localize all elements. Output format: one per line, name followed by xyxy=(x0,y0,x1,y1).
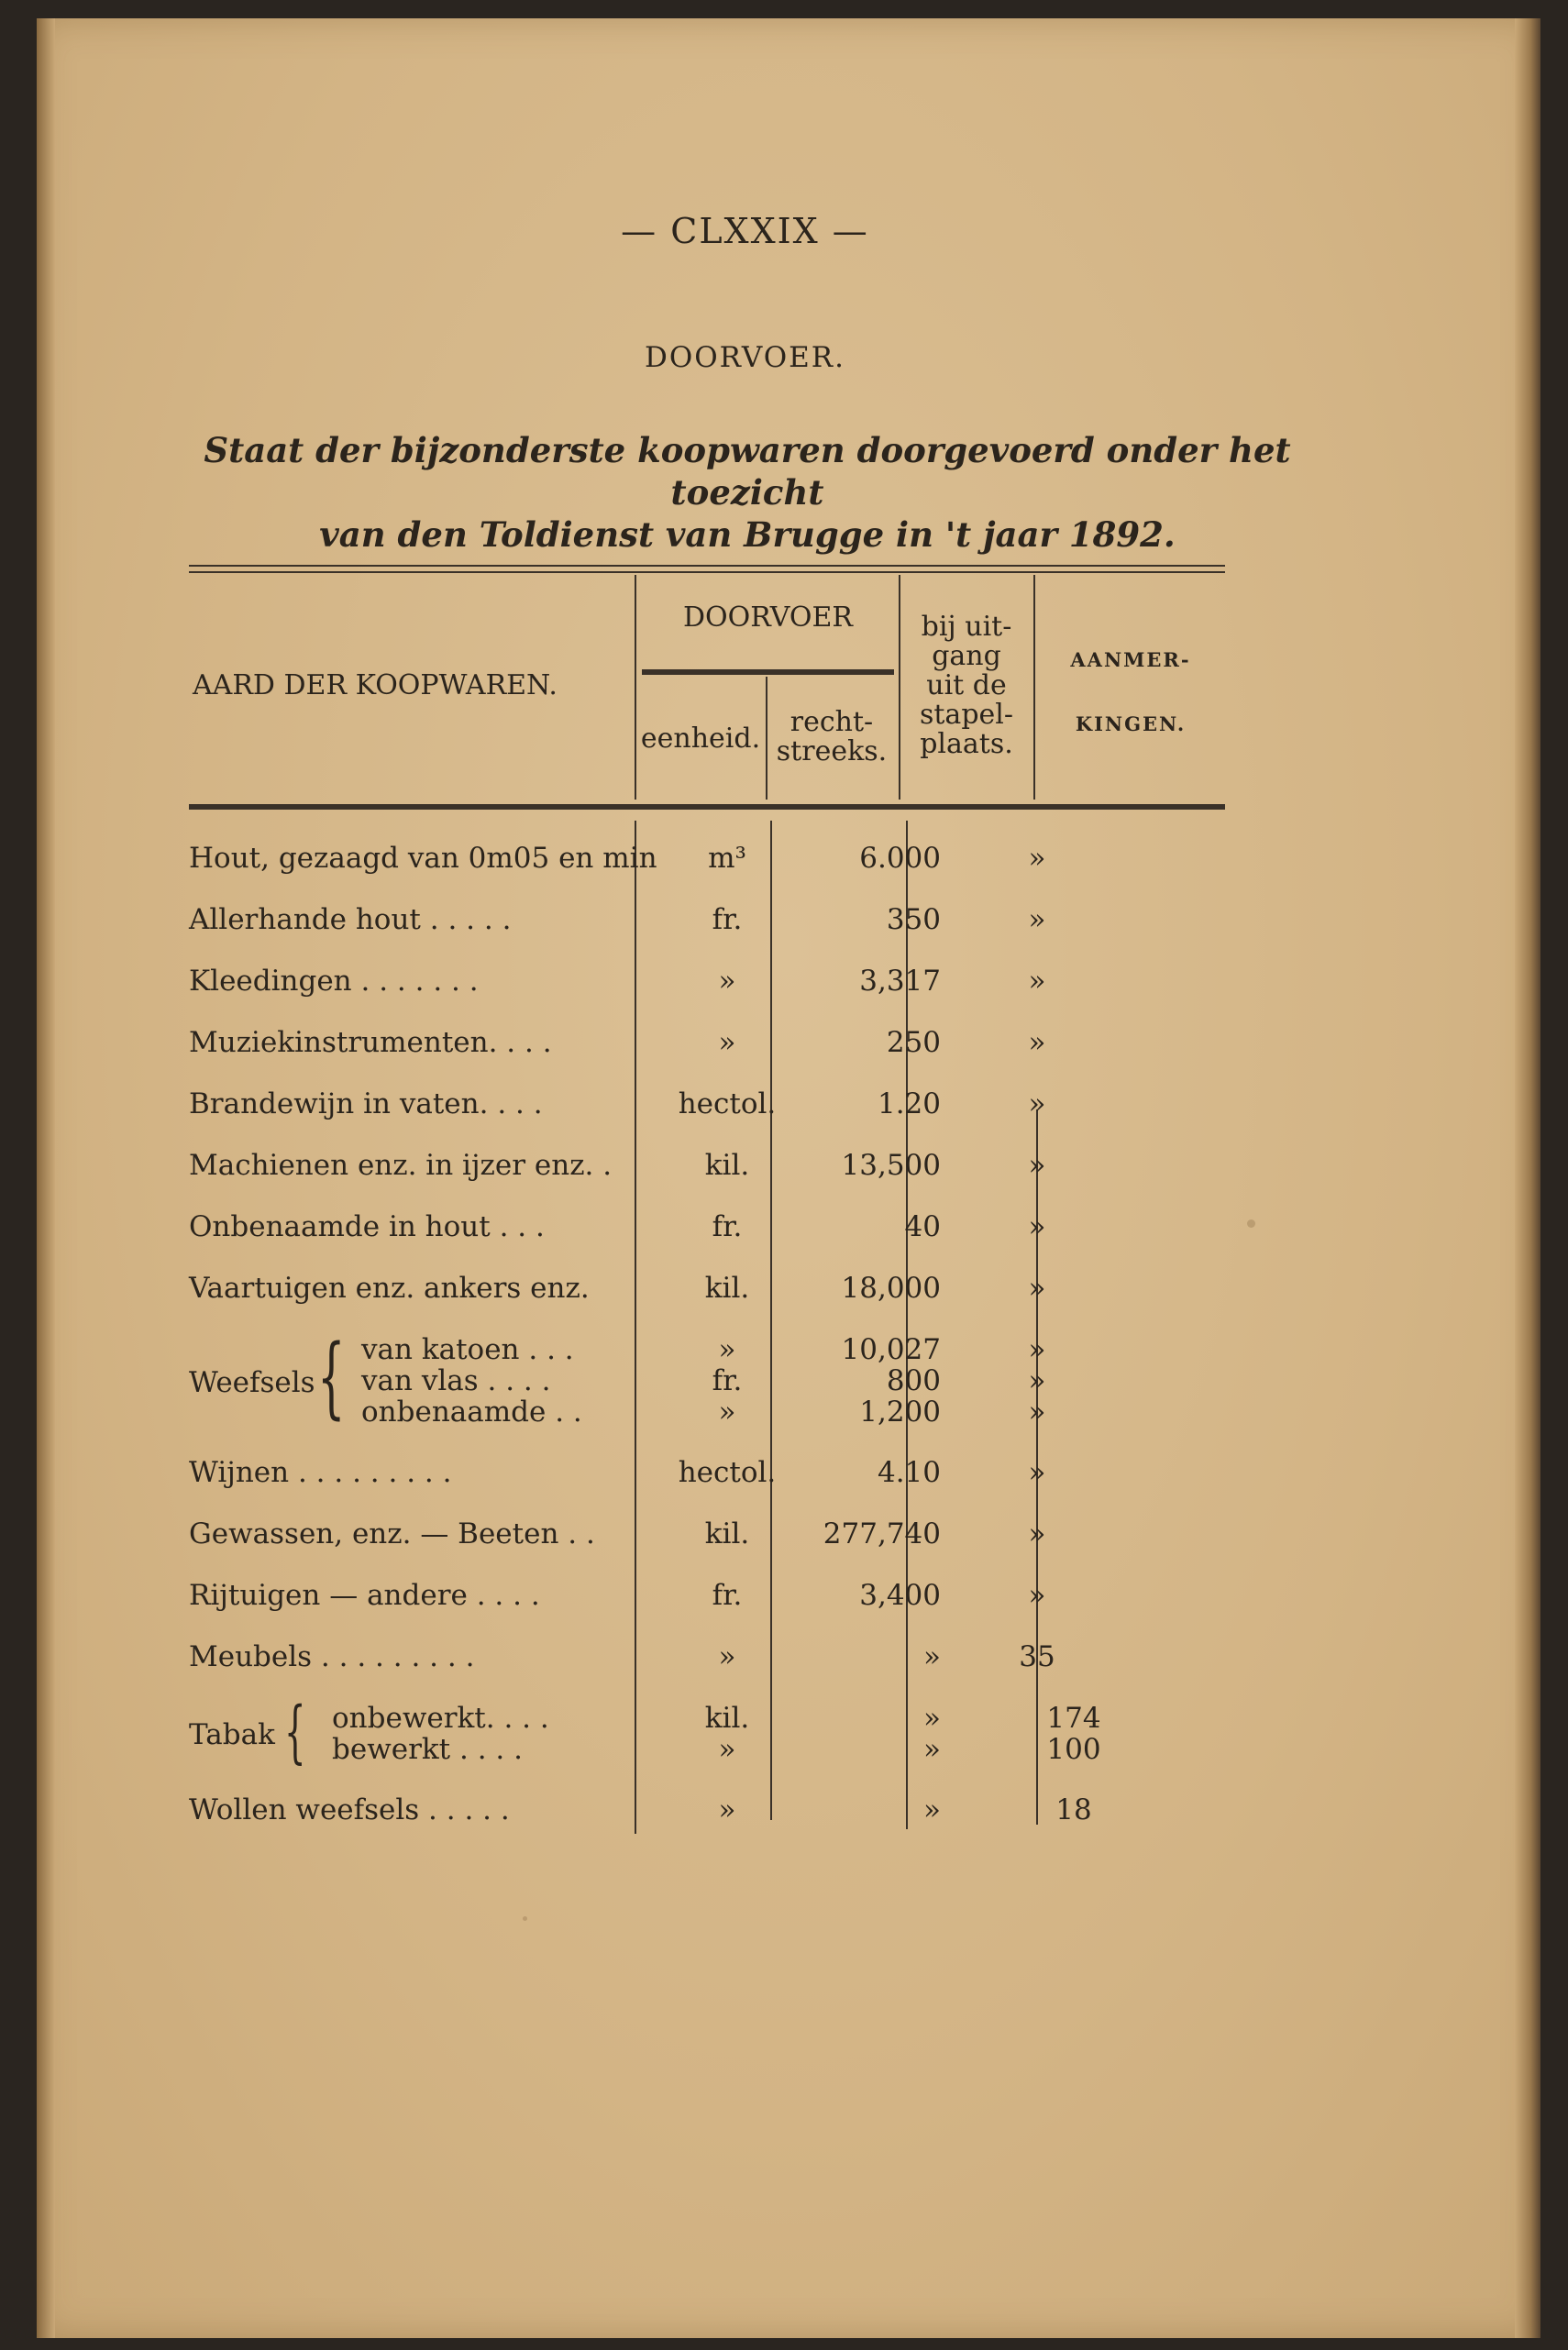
row-stapel: » xyxy=(1028,1579,1046,1612)
row-direct: 350 xyxy=(886,903,941,936)
row-label: Hout, gezaagd van 0m05 en min xyxy=(189,842,657,875)
tabak-item xyxy=(189,1733,1106,1764)
doorvoer-underline xyxy=(642,669,894,675)
column-divider xyxy=(635,575,636,800)
row-direct: » xyxy=(923,1640,941,1673)
row-label: Allerhande hout . . . . . xyxy=(189,903,512,936)
row-unit: » xyxy=(718,1733,736,1766)
row-label: Onbenaamde in hout . . . xyxy=(189,1210,545,1243)
group-label: Weefsels xyxy=(189,1366,315,1399)
header-eenheid: eenheid. xyxy=(640,723,761,755)
row-direct: 1,200 xyxy=(859,1396,941,1429)
row-label: Vaartuigen enz. ankers enz. xyxy=(189,1272,590,1305)
row-label: Gewassen, enz. — Beeten . . xyxy=(189,1517,595,1550)
row-unit: » xyxy=(718,1793,736,1826)
row-direct: 1.20 xyxy=(877,1087,941,1120)
header-recht-line1: recht- xyxy=(790,706,874,738)
item-label: van vlas . . . . xyxy=(361,1364,551,1397)
caption-line-1: Staat der bijzonderste koopwaren doorgevoerd onder het toezicht xyxy=(204,430,1291,513)
row-unit: hectol. xyxy=(678,1087,777,1120)
row-direct: » xyxy=(923,1702,941,1735)
row-stapel: » xyxy=(1028,1272,1046,1305)
row-direct: 250 xyxy=(886,1026,941,1059)
book-page xyxy=(37,18,1540,2338)
row-unit: kil. xyxy=(704,1149,750,1182)
row-stapel: » xyxy=(1028,1149,1046,1182)
row-direct: 13,500 xyxy=(841,1149,941,1182)
row-unit: fr. xyxy=(712,903,743,936)
row-stapel: » xyxy=(1028,1087,1046,1120)
weefsels-item xyxy=(189,1333,1106,1364)
row-unit: fr. xyxy=(712,1364,743,1397)
row-stapel: 35 xyxy=(1019,1640,1055,1673)
header-stapel-line5: plaats. xyxy=(920,728,1013,760)
header-stapelplaats xyxy=(900,612,1032,759)
row-direct: 40 xyxy=(904,1210,941,1243)
column-divider xyxy=(1033,575,1035,800)
row-stapel: » xyxy=(1028,903,1046,936)
header-stapel-line1: bij uit- xyxy=(921,611,1012,643)
row-stapel: » xyxy=(1028,1364,1046,1397)
row-stapel: » xyxy=(1028,842,1046,875)
tabak-item xyxy=(189,1702,1106,1733)
item-label: bewerkt . . . . xyxy=(332,1733,523,1766)
row-label: Meubels . . . . . . . . . xyxy=(189,1640,475,1673)
row-unit: fr. xyxy=(712,1579,743,1612)
table-top-rule xyxy=(189,565,1225,567)
row-unit: » xyxy=(718,1396,736,1429)
row-unit: m³ xyxy=(708,842,746,875)
header-rechtstreeks xyxy=(767,708,896,767)
column-divider xyxy=(635,821,636,1834)
row-unit: kil. xyxy=(704,1702,750,1735)
row-unit: » xyxy=(718,1333,736,1366)
row-unit: » xyxy=(718,1640,736,1673)
group-label: Tabak xyxy=(189,1718,275,1751)
group-brace: { xyxy=(317,1326,346,1429)
row-stapel: » xyxy=(1028,1456,1046,1489)
section-heading: DOORVOER. xyxy=(644,341,845,374)
row-label: Muziekinstrumenten. . . . xyxy=(189,1026,552,1059)
page-number: — CLXXIX — xyxy=(621,211,869,251)
header-recht-line2: streeks. xyxy=(776,735,888,767)
header-stapel-line4: stapel- xyxy=(919,699,1014,731)
row-stapel: 174 xyxy=(1046,1702,1101,1735)
row-stapel: » xyxy=(1028,965,1046,998)
row-label: Machienen enz. in ijzer enz. . xyxy=(189,1149,613,1182)
row-direct: » xyxy=(923,1733,941,1766)
row-direct: 800 xyxy=(886,1364,941,1397)
row-direct: 3,400 xyxy=(859,1579,941,1612)
row-direct: 4.10 xyxy=(877,1456,941,1489)
row-stapel: » xyxy=(1028,1026,1046,1059)
row-label: Wijnen . . . . . . . . . xyxy=(189,1456,452,1489)
row-direct: 18,000 xyxy=(841,1272,941,1305)
row-unit: fr. xyxy=(712,1210,743,1243)
header-doorvoer: DOORVOER xyxy=(683,601,853,634)
row-direct: » xyxy=(923,1793,941,1826)
row-label: Brandewijn in vaten. . . . xyxy=(189,1087,543,1120)
row-stapel: » xyxy=(1028,1396,1046,1429)
row-stapel: 100 xyxy=(1046,1733,1101,1766)
item-label: onbenaamde . . xyxy=(361,1396,582,1429)
row-unit: kil. xyxy=(704,1272,750,1305)
header-stapel-line2: gang xyxy=(932,640,1001,672)
row-unit: hectol. xyxy=(678,1456,777,1489)
table-caption xyxy=(174,429,1320,556)
row-label: Rijtuigen — andere . . . . xyxy=(189,1579,540,1612)
row-stapel: 18 xyxy=(1055,1793,1092,1826)
row-stapel: » xyxy=(1028,1210,1046,1243)
item-label: van katoen . . . xyxy=(361,1333,574,1366)
group-brace: { xyxy=(284,1693,306,1771)
row-unit: » xyxy=(718,965,736,998)
header-bottom-rule xyxy=(189,804,1225,810)
row-label: Wollen weefsels . . . . . xyxy=(189,1793,510,1826)
table-top-rule-2 xyxy=(189,571,1225,573)
row-unit: kil. xyxy=(704,1517,750,1550)
row-stapel: » xyxy=(1028,1517,1046,1550)
weefsels-item xyxy=(189,1364,1106,1396)
row-stapel: » xyxy=(1028,1333,1046,1366)
row-unit: » xyxy=(718,1026,736,1059)
header-stapel-line3: uit de xyxy=(926,669,1007,701)
header-aanmerkingen xyxy=(1036,645,1225,739)
page-fore-edge xyxy=(1515,18,1540,2338)
header-aanmer-line2: KINGEN. xyxy=(1075,712,1187,735)
foxing-spot xyxy=(523,1916,527,1921)
header-aanmer-line1: AANMER- xyxy=(1070,648,1191,671)
row-direct: 3,317 xyxy=(859,965,941,998)
weefsels-item xyxy=(189,1396,1106,1427)
header-aard: AARD DER KOOPWAREN. xyxy=(193,669,558,701)
row-direct: 277,740 xyxy=(823,1517,941,1550)
item-label: onbewerkt. . . . xyxy=(332,1702,549,1735)
row-direct: 6.000 xyxy=(859,842,941,875)
row-label: Kleedingen . . . . . . . xyxy=(189,965,479,998)
row-direct: 10,027 xyxy=(841,1333,941,1366)
caption-line-2: van den Toldienst van Brugge in 't jaar 1892. xyxy=(319,514,1176,555)
foxing-spot xyxy=(1247,1219,1255,1228)
